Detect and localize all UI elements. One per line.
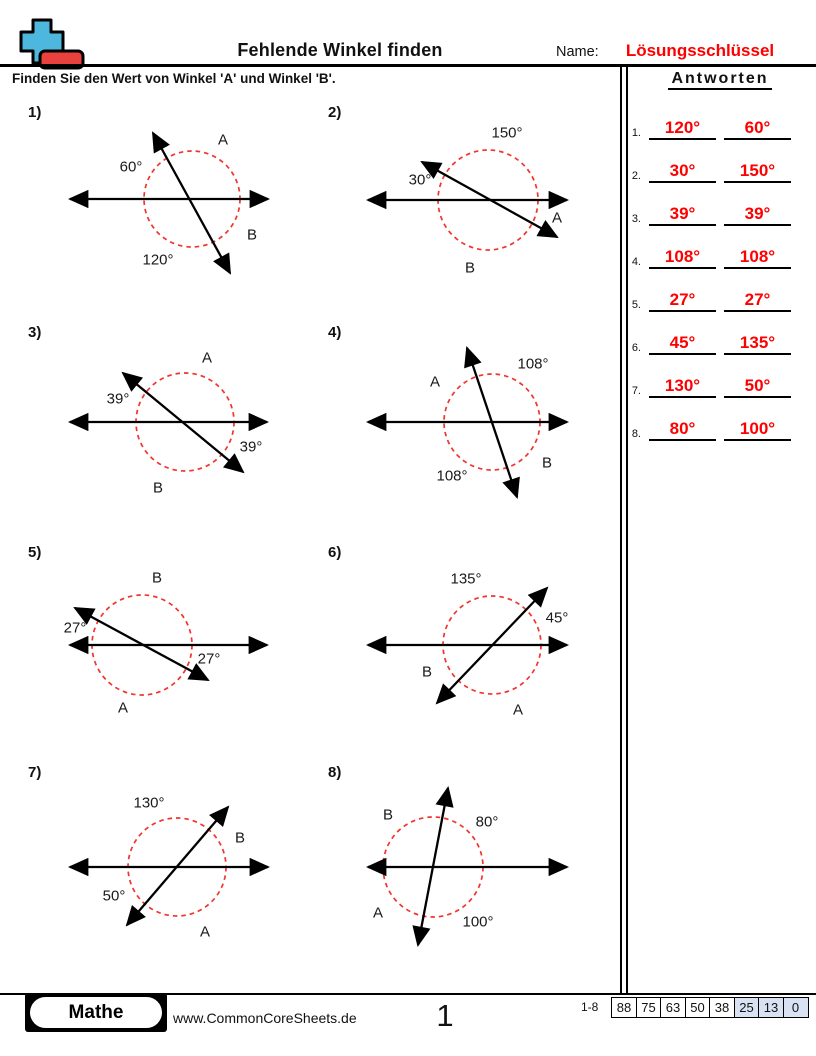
instruction-text: Finden Sie den Wert von Winkel 'A' und Winkel 'B'.: [12, 71, 336, 86]
angle-label: A: [117, 699, 129, 717]
answer-row: [627, 269, 807, 312]
answer-blank-a: 80°: [649, 420, 716, 441]
angle-diagram: [20, 540, 320, 755]
subject-badge-label: Mathe: [30, 997, 162, 1028]
answer-number: 7.: [631, 385, 641, 397]
answer-row: [627, 226, 807, 269]
angle-label: A: [199, 923, 211, 941]
problem-2: [320, 100, 620, 315]
angle-label: A: [551, 209, 563, 227]
angle-label: 150°: [491, 124, 523, 142]
answer-blank-b: 150°: [724, 162, 791, 183]
answer-blank-b: 27°: [724, 291, 791, 312]
answer-row: [627, 398, 807, 441]
problem-number: 2): [328, 104, 342, 121]
website-url: www.CommonCoreSheets.de: [173, 1010, 357, 1026]
answer-blank-b: 39°: [724, 205, 791, 226]
answer-blank-a: 45°: [649, 334, 716, 355]
score-cell: 38: [709, 997, 735, 1018]
answer-blank-a: 39°: [649, 205, 716, 226]
score-cell: 50: [685, 997, 711, 1018]
problem-3: [20, 320, 320, 535]
angle-label: A: [217, 131, 229, 149]
problem-number: 4): [328, 324, 342, 341]
angle-label: 39°: [239, 438, 263, 456]
angle-label: A: [512, 701, 524, 719]
angle-label: 108°: [436, 467, 468, 485]
answer-row: [627, 355, 807, 398]
problem-5: [20, 540, 320, 755]
angle-label: 120°: [142, 251, 174, 269]
angle-label: 39°: [106, 390, 130, 408]
answer-number: 4.: [631, 256, 641, 268]
problem-number: 1): [28, 104, 42, 121]
angle-label: B: [421, 663, 433, 681]
subject-badge: [25, 993, 167, 1032]
problem-6: [320, 540, 620, 755]
answer-number: 6.: [631, 342, 641, 354]
angle-diagram: [320, 320, 620, 535]
angle-label: 130°: [133, 794, 165, 812]
answer-blank-b: 108°: [724, 248, 791, 269]
answer-blank-b: 100°: [724, 420, 791, 441]
angle-label: 100°: [462, 913, 494, 931]
angle-label: 135°: [450, 570, 482, 588]
answer-number: 2.: [631, 170, 641, 182]
angle-label: A: [429, 373, 441, 391]
angle-diagram: [320, 760, 620, 975]
answer-blank-a: 120°: [649, 119, 716, 140]
answer-number: 3.: [631, 213, 641, 225]
angle-diagram: [320, 540, 620, 755]
problem-number: 6): [328, 544, 342, 561]
answer-row: [627, 183, 807, 226]
answer-blank-b: 60°: [724, 119, 791, 140]
angle-label: B: [246, 226, 258, 244]
answer-row: [627, 97, 807, 140]
score-cell: 25: [734, 997, 760, 1018]
angle-label: 30°: [408, 171, 432, 189]
problem-1: [20, 100, 320, 315]
angle-label: 27°: [197, 650, 221, 668]
score-cell: 63: [660, 997, 686, 1018]
angle-label: B: [152, 479, 164, 497]
problem-4: [320, 320, 620, 535]
answer-blank-b: 135°: [724, 334, 791, 355]
score-range-label: 1-8: [581, 1000, 599, 1014]
angle-diagram: [20, 320, 320, 535]
angle-diagram: [320, 100, 620, 315]
angle-label: B: [541, 454, 553, 472]
score-cell: 75: [636, 997, 662, 1018]
page-title: Fehlende Winkel finden: [237, 40, 443, 60]
answer-key-label: Lösungsschlüssel: [625, 41, 775, 60]
angle-label: A: [201, 349, 213, 367]
answer-row: [627, 312, 807, 355]
answer-number: 5.: [631, 299, 641, 311]
answer-blank-a: 130°: [649, 377, 716, 398]
angle-diagram: [20, 760, 320, 975]
name-label: Name:: [556, 44, 599, 60]
angle-label: 80°: [475, 813, 499, 831]
answers-list: [627, 97, 807, 441]
problem-number: 5): [28, 544, 42, 561]
problem-8: [320, 760, 620, 975]
problem-7: [20, 760, 320, 975]
angle-label: 108°: [517, 355, 549, 373]
angle-label: 27°: [63, 619, 87, 637]
angle-label: B: [234, 829, 246, 847]
page-number: 1: [436, 998, 454, 1033]
angle-label: B: [382, 806, 394, 824]
angle-label: 60°: [119, 158, 143, 176]
answer-number: 1.: [631, 127, 641, 139]
answer-row: [627, 140, 807, 183]
answers-title: Antworten: [630, 70, 810, 88]
answer-blank-b: 50°: [724, 377, 791, 398]
header-rule: [0, 64, 816, 67]
answer-blank-a: 30°: [649, 162, 716, 183]
angle-label: 45°: [545, 609, 569, 627]
angle-diagram: [20, 100, 320, 315]
score-cell: 0: [783, 997, 809, 1018]
score-table: [611, 997, 809, 1018]
answer-blank-a: 108°: [649, 248, 716, 269]
angle-label: B: [151, 569, 163, 587]
problem-number: 8): [328, 764, 342, 781]
problem-number: 3): [28, 324, 42, 341]
answer-blank-a: 27°: [649, 291, 716, 312]
angle-label: B: [464, 259, 476, 277]
score-cell: 13: [758, 997, 784, 1018]
angle-label: A: [372, 904, 384, 922]
angle-label: 50°: [102, 887, 126, 905]
problem-number: 7): [28, 764, 42, 781]
score-cell: 88: [611, 997, 637, 1018]
answer-number: 8.: [631, 428, 641, 440]
